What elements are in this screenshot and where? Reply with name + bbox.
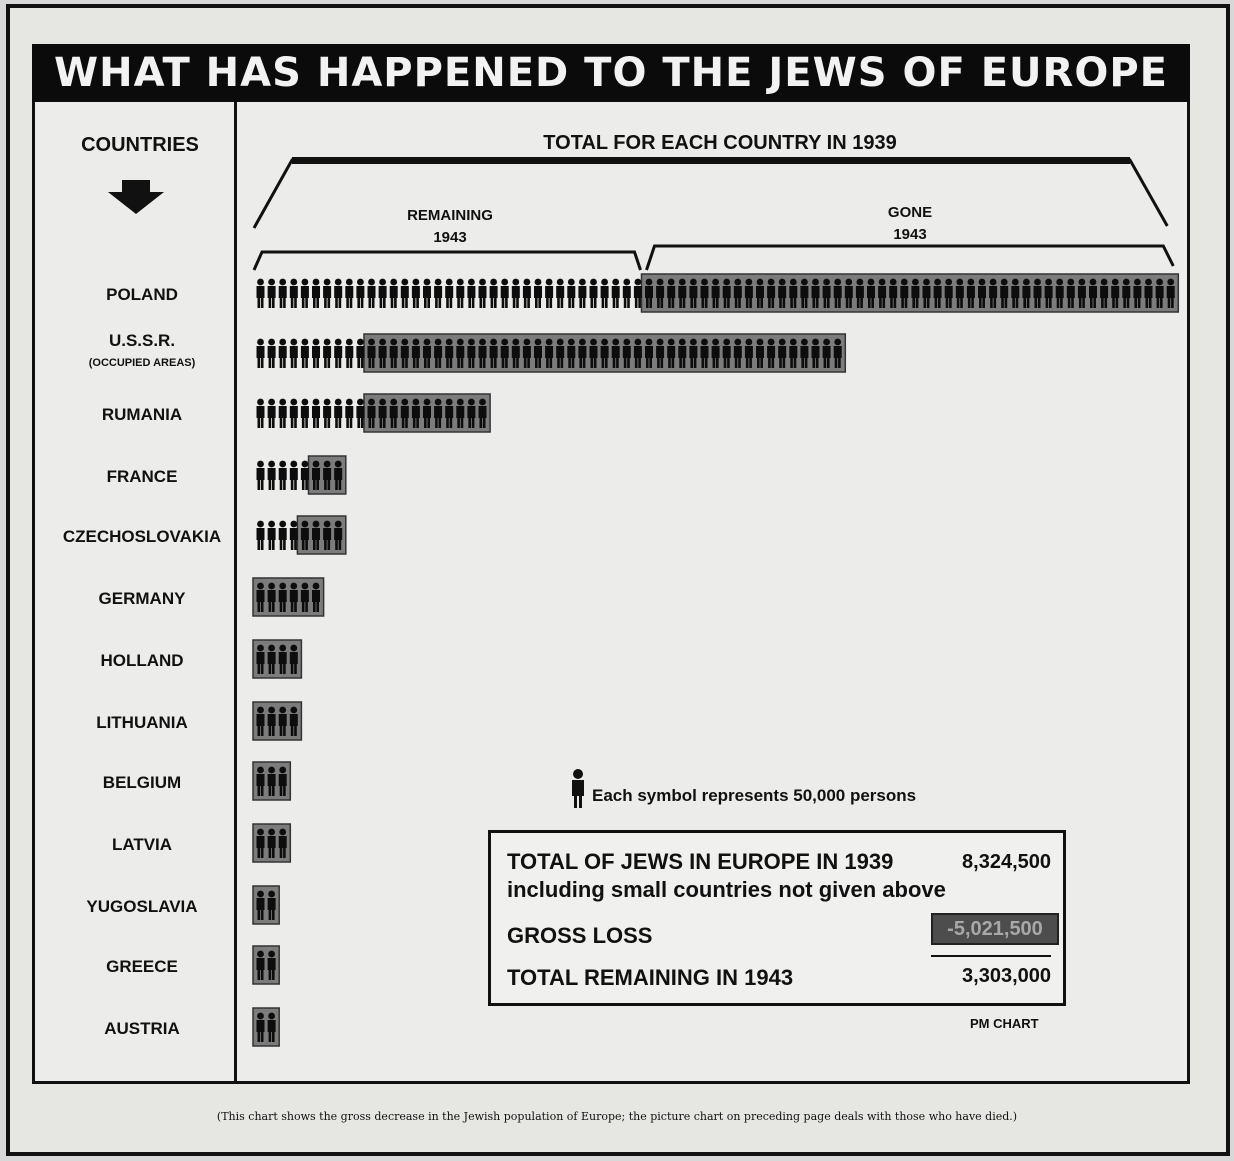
- remaining-symbol: [290, 399, 298, 428]
- gone-label-line1: GONE: [887, 204, 933, 221]
- remaining-symbol: [590, 279, 598, 308]
- country-row: [63, 516, 346, 554]
- remaining-symbol: [268, 521, 276, 550]
- remaining-symbol: [356, 399, 364, 428]
- country-label: HOLLAND: [100, 651, 184, 670]
- sum-rule: [931, 955, 1051, 957]
- country-row: [96, 702, 301, 740]
- chart-title: WHAT HAS HAPPENED TO THE JEWS OF EUROPE: [32, 44, 1190, 102]
- remaining-symbol: [279, 461, 287, 490]
- country-row: [106, 946, 279, 984]
- remaining-symbol: [290, 521, 298, 550]
- country-row: [86, 886, 279, 924]
- remaining-symbol: [556, 279, 564, 308]
- remaining-symbol: [268, 461, 276, 490]
- country-row: [103, 762, 290, 800]
- country-row: [99, 578, 324, 616]
- total-bracket-bar: [292, 157, 1130, 164]
- remaining-symbol: [356, 279, 364, 308]
- country-label: LITHUANIA: [96, 713, 188, 732]
- remaining-symbol: [334, 279, 342, 308]
- remaining-symbol: [257, 461, 265, 490]
- country-label: POLAND: [106, 285, 178, 304]
- totals-box: [488, 830, 1066, 1006]
- remaining-symbol: [345, 399, 353, 428]
- total-1939-value: 8,324,500: [962, 851, 1051, 873]
- remaining-symbol: [279, 521, 287, 550]
- remaining-symbol: [268, 339, 276, 368]
- country-label: RUMANIA: [101, 405, 183, 424]
- remaining-symbol: [401, 279, 409, 308]
- remaining-symbol: [434, 279, 442, 308]
- country-label: GREECE: [106, 957, 178, 976]
- small-countries-note: including small countries not given above: [507, 877, 946, 902]
- remaining-symbol: [345, 339, 353, 368]
- country-row: [112, 824, 290, 862]
- remaining-symbol: [567, 279, 575, 308]
- remaining-symbol: [268, 279, 276, 308]
- remaining-symbol: [312, 399, 320, 428]
- country-row: [102, 394, 490, 432]
- remaining-symbol: [268, 399, 276, 428]
- country-label: GERMANY: [98, 589, 186, 608]
- country-row: [100, 640, 301, 678]
- total-header: TOTAL FOR EACH COUNTRY IN 1939: [543, 132, 897, 154]
- remaining-symbol: [345, 279, 353, 308]
- gross-loss-label: GROSS LOSS: [507, 923, 653, 948]
- country-label: U.S.S.R.: [108, 331, 176, 350]
- remaining-symbol: [379, 279, 387, 308]
- total-bracket: [254, 160, 1167, 228]
- remaining-symbol: [257, 279, 265, 308]
- remaining-symbol: [279, 399, 287, 428]
- remaining-symbol: [290, 279, 298, 308]
- remaining-symbol: [301, 339, 309, 368]
- country-sublabel: (OCCUPIED AREAS): [88, 357, 196, 369]
- remaining-symbol: [545, 279, 553, 308]
- country-row: [89, 331, 846, 372]
- remaining-symbol: [279, 339, 287, 368]
- remaining-symbol: [423, 279, 431, 308]
- remaining-symbol: [512, 279, 520, 308]
- remaining-symbol: [334, 339, 342, 368]
- country-row: [106, 274, 1178, 312]
- gone-label-line2: 1943: [893, 226, 927, 243]
- remaining-symbol: [501, 279, 509, 308]
- gross-loss-value: -5,021,500: [931, 913, 1059, 945]
- remaining-symbol: [467, 279, 475, 308]
- total-remaining-label: TOTAL REMAINING IN 1943: [507, 965, 794, 990]
- remaining-symbol: [456, 279, 464, 308]
- remaining-symbol: [323, 279, 331, 308]
- country-row: [104, 1008, 279, 1046]
- remaining-symbol: [323, 339, 331, 368]
- remaining-symbol: [601, 279, 609, 308]
- remaining-symbol: [623, 279, 631, 308]
- remaining-symbol: [334, 399, 342, 428]
- country-label: AUSTRIA: [104, 1019, 180, 1038]
- remaining-symbol: [368, 279, 376, 308]
- remaining-symbol: [257, 339, 265, 368]
- remaining-symbol: [390, 279, 398, 308]
- person-symbol-icon: [570, 768, 586, 808]
- total-remaining-value: 3,303,000: [962, 965, 1051, 987]
- country-row: [107, 456, 346, 494]
- remaining-symbol: [301, 399, 309, 428]
- legend: [570, 766, 916, 808]
- remaining-symbol: [279, 279, 287, 308]
- remaining-symbol: [634, 279, 642, 308]
- country-label: CZECHOSLOVAKIA: [62, 527, 222, 546]
- remaining-symbol: [578, 279, 586, 308]
- country-label: YUGOSLAVIA: [86, 897, 198, 916]
- remaining-symbol: [312, 339, 320, 368]
- remaining-label-line1: REMAINING: [407, 207, 493, 224]
- remaining-symbol: [290, 339, 298, 368]
- remaining-symbol: [323, 399, 331, 428]
- remaining-symbol: [445, 279, 453, 308]
- gone-bracket: [647, 246, 1174, 270]
- remaining-symbol: [257, 399, 265, 428]
- remaining-symbol: [523, 279, 531, 308]
- legend-text: Each symbol represents 50,000 persons: [592, 786, 917, 805]
- remaining-symbol: [301, 461, 309, 490]
- remaining-symbol: [479, 279, 487, 308]
- footnote: (This chart shows the gross decrease in the Jewish population of Europe; the picture chart on preceding page deals with those who have died.): [216, 1110, 1018, 1123]
- remaining-symbol: [290, 461, 298, 490]
- remaining-symbol: [356, 339, 364, 368]
- remaining-bracket: [254, 252, 641, 270]
- remaining-symbol: [490, 279, 498, 308]
- chart-credit: PM CHART: [970, 1016, 1039, 1031]
- remaining-symbol: [534, 279, 542, 308]
- remaining-symbol: [312, 279, 320, 308]
- countries-header: COUNTRIES: [81, 134, 199, 156]
- total-1939-label: TOTAL OF JEWS IN EUROPE IN 1939: [507, 849, 894, 874]
- remaining-symbol: [257, 521, 265, 550]
- country-label: LATVIA: [111, 835, 173, 854]
- remaining-label-line2: 1943: [433, 229, 467, 246]
- country-label: BELGIUM: [102, 773, 182, 792]
- gone-bar: [642, 274, 1179, 312]
- remaining-symbol: [612, 279, 620, 308]
- remaining-symbol: [301, 279, 309, 308]
- remaining-symbol: [412, 279, 420, 308]
- country-label: FRANCE: [106, 467, 178, 486]
